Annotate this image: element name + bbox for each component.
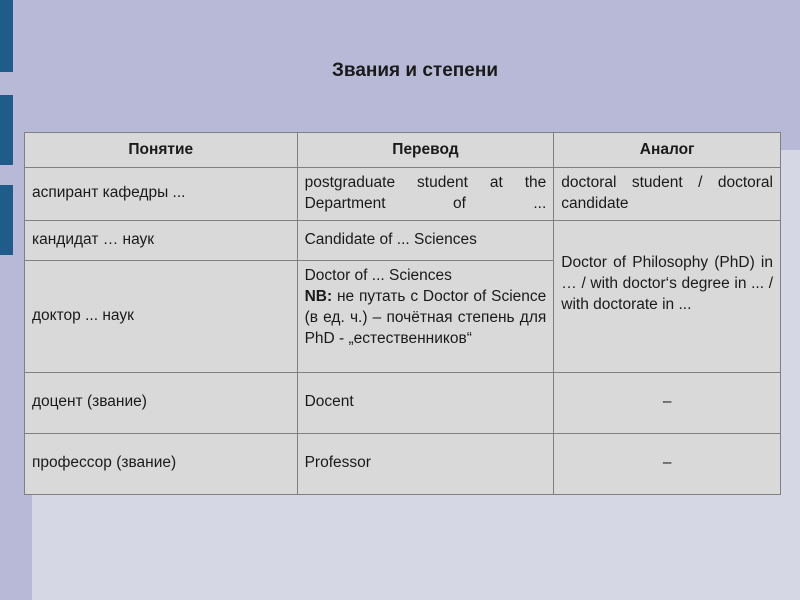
accent-bar [0,95,13,165]
cell-analog: – [554,433,781,494]
cell-analog-merged: Doctor of Philosophy (PhD) in … / with doctor‘s degree in ... / with doctorate in ... [554,220,781,372]
cell-concept: аспирант кафедры ... [25,167,298,220]
cell-concept: доктор ... наук [25,260,298,372]
ranks-table [24,132,781,495]
table-row [25,220,781,260]
cell-concept: профессор (звание) [25,433,298,494]
translation-main: Doctor of ... Sciences [304,266,452,284]
accent-bar [0,185,13,255]
nb-text: не путать с Doctor of Science (в ед. ч.) – почётная степень для PhD - „естественников“ [304,287,547,347]
cell-translation: postgraduate student at the Department of ... [297,167,554,220]
table-row [25,167,781,220]
cell-translation: Professor [297,433,554,494]
cell-translation: Candidate of ... Sciences [297,220,554,260]
table-header-row [25,133,781,168]
cell-translation [297,260,554,372]
cell-translation: Docent [297,372,554,433]
nb-label: NB: [304,287,333,305]
header-translation: Перевод [297,133,554,168]
cell-analog: – [554,372,781,433]
page-title: Звания и степени [331,60,499,81]
header-concept: Понятие [25,133,298,168]
cell-concept: кандидат … наук [25,220,298,260]
header-analog: Аналог [554,133,781,168]
translation-note [305,287,547,350]
table-row [25,433,781,494]
table-row [25,372,781,433]
cell-analog: doctoral student / doctoral candidate [554,167,781,220]
cell-concept: доцент (звание) [25,372,298,433]
